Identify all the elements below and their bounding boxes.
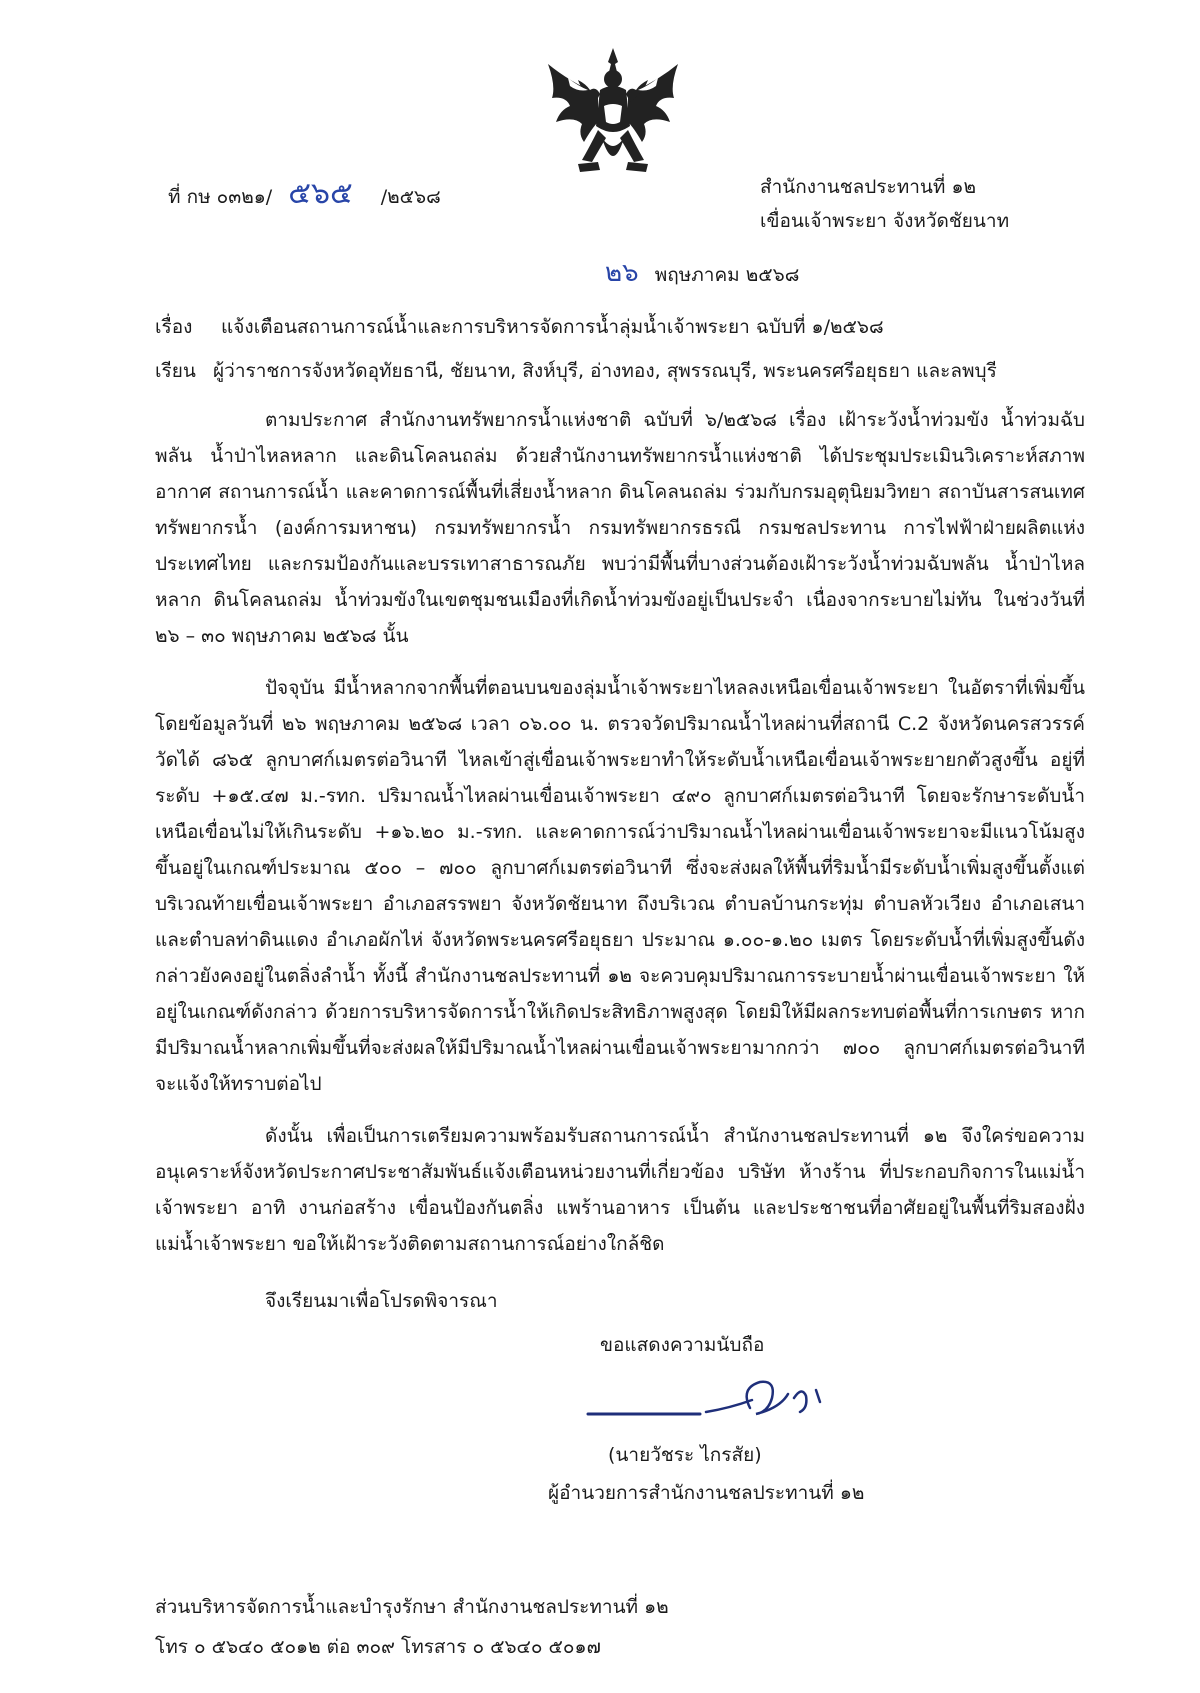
subject-text: แจ้งเตือนสถานการณ์น้ำและการบริหารจัดการน้ำลุ่มน้ำเจ้าพระยา ฉบับที่ ๑/๒๕๖๘ xyxy=(221,316,884,338)
date-month-year: พฤษภาคม ๒๕๖๘ xyxy=(654,264,800,286)
regards: ขอแสดงความนับถือ xyxy=(600,1334,765,1356)
org-name: สำนักงานชลประทานที่ ๑๒ xyxy=(760,176,977,198)
body-paragraph-1: ตามประกาศ สำนักงานทรัพยากรน้ำแห่งชาติ ฉบับที่ ๖/๒๕๖๘ เรื่อง เฝ้าระวังน้ำท่วมขัง น้ำท่วมฉับพลัน น้ำป่าไหลหลาก และดินโคลนถล่ม ด้วยสำนักงานทรัพยากรน้ำแห่งชาติ ได้ประชุมประเมินวิเคราะห์สภาพอากาศ สถานการณ์น้ำ และคาดการณ์พื้นที่เสี่ยงน้ำหลาก ดินโคลนถล่ม ร่วมกับกรมอุตุนิยมวิทยา สถาบันสารสนเทศทรัพยากรน้ำ (องค์การมหาชน) กรมทรัพยากรน้ำ กรมทรัพยากรธรณี กรมชลประทาน การไฟฟ้าฝ่ายผลิตแห่งประเทศไทย และกรมป้องกันและบรรเทาสาธารณภัย พบว่ามีพื้นที่บางส่วนต้องเฝ้าระวังน้ำท่วมฉับพลัน น้ำป่าไหลหลาก ดินโคลนถล่ม น้ำท่วมขังในเขตชุมชนเมืองที่เกิดน้ำท่วมขังอยู่เป็นประจำ เนื่องจากระบายไม่ทัน ในช่วงวันที่ ๒๖ – ๓๐ พฤษภาคม ๒๕๖๘ นั้น xyxy=(155,409,1085,647)
letter-ref-year: /๒๕๖๘ xyxy=(380,186,441,208)
footer-department: ส่วนบริหารจัดการน้ำและบำรุงรักษา สำนักงานชลประทานที่ ๑๒ xyxy=(155,1596,669,1618)
body-paragraph-3: ดังนั้น เพื่อเป็นการเตรียมความพร้อมรับสถานการณ์น้ำ สำนักงานชลประทานที่ ๑๒ จึงใคร่ขอความอนุเคราะห์จังหวัดประกาศประชาสัมพันธ์แจ้งเตือนหน่วยงานที่เกี่ยวข้อง บริษัท ห้างร้าน ที่ประกอบกิจการในแม่น้ำเจ้าพระยา อาทิ งานก่อสร้าง เขื่อนป้องกันตลิ่ง แพร้านอาหาร เป็นต้น และประชาชนที่อาศัยอยู่ในพื้นที่ริมสองฝั่งแม่น้ำเจ้าพระยา ขอให้เฝ้าระวังติดตามสถานการณ์อย่างใกล้ชิด xyxy=(155,1125,1085,1255)
footer-contact: โทร ๐ ๕๖๔๐ ๕๐๑๒ ต่อ ๓๐๙ โทรสาร ๐ ๕๖๔๐ ๕๐๑๗ xyxy=(155,1636,601,1658)
letter-ref-number: ๕๖๕ xyxy=(288,176,353,211)
letter-ref-prefix: ที่ กษ ๐๓๒๑/ xyxy=(168,186,273,208)
subject-label: เรื่อง xyxy=(155,316,193,338)
garuda-emblem xyxy=(538,42,688,192)
to-label: เรียน xyxy=(155,360,196,382)
handwritten-signature xyxy=(580,1368,840,1438)
to-text: ผู้ว่าราชการจังหวัดอุทัยธานี, ชัยนาท, สิงห์บุรี, อ่างทอง, สุพรรณบุรี, พระนครศรีอยุธยา และลพบุรี xyxy=(213,360,997,382)
date-day: ๒๖ xyxy=(605,258,639,288)
closing-request: จึงเรียนมาเพื่อโปรดพิจารณา xyxy=(265,1290,498,1312)
body-paragraph-2: ปัจจุบัน มีน้ำหลากจากพื้นที่ตอนบนของลุ่มน้ำเจ้าพระยาไหลลงเหนือเขื่อนเจ้าพระยา ในอัตราที่เพิ่มขึ้น โดยข้อมูลวันที่ ๒๖ พฤษภาคม ๒๕๖๘ เวลา ๐๖.๐๐ น. ตรวจวัดปริมาณน้ำไหลผ่านที่สถานี C.2 จังหวัดนครสวรรค์ วัดได้ ๘๖๕ ลูกบาศก์เมตรต่อวินาที ไหลเข้าสู่เขื่อนเจ้าพระยาทำให้ระดับน้ำเหนือเขื่อนเจ้าพระยายกตัวสูงขึ้น อยู่ที่ระดับ +๑๕.๔๗ ม.-รทก. ปริมาณน้ำไหลผ่านเขื่อนเจ้าพระยา ๔๙๐ ลูกบาศก์เมตรต่อวินาที โดยจะรักษาระดับน้ำเหนือเขื่อนไม่ให้เกินระดับ +๑๖.๒๐ ม.-รทก. และคาดการณ์ว่าปริมาณน้ำไหลผ่านเขื่อนเจ้าพระยาจะมีแนวโน้มสูงขึ้นอยู่ในเกณฑ์ประมาณ ๕๐๐ – ๗๐๐ ลูกบาศก์เมตรต่อวินาที ซึ่งจะส่งผลให้พื้นที่ริมน้ำมีระดับน้ำเพิ่มสูงขึ้นตั้งแต่บริเวณท้ายเขื่อนเจ้าพระยา อำเภอสรรพยา จังหวัดชัยนาท ถึงบริเวณ ตำบลบ้านกระทุ่ม ตำบลหัวเวียง อำเภอเสนา และตำบลท่าดินแดง อำเภอผักไห่ จังหวัดพระนครศรีอยุธยา ประมาณ ๑.๐๐-๑.๒๐ เมตร โดยระดับน้ำที่เพิ่มสูงขึ้นดังกล่าวยังคงอยู่ในตลิ่งลำน้ำ ทั้งนี้ สำนักงานชลประทานที่ ๑๒ จะควบคุมปริมาณการระบายน้ำผ่านเขื่อนเจ้าพระยา ให้อยู่ในเกณฑ์ดังกล่าว ด้วยการบริหารจัดการน้ำให้เกิดประสิทธิภาพสูงสุด โดยมิให้มีผลกระทบต่อพื้นที่การเกษตร หากมีปริมาณน้ำหลากเพิ่มขึ้นที่จะส่งผลให้มีปริมาณน้ำไหลผ่านเขื่อนเจ้าพระยามากกว่า ๗๐๐ ลูกบาศก์เมตรต่อวินาที จะแจ้งให้ทราบต่อไป xyxy=(155,677,1085,1095)
org-location: เขื่อนเจ้าพระยา จังหวัดชัยนาท xyxy=(760,210,1010,232)
signer-name: (นายวัชระ ไกรสัย) xyxy=(608,1444,762,1466)
signer-title: ผู้อำนวยการสำนักงานชลประทานที่ ๑๒ xyxy=(548,1482,865,1504)
